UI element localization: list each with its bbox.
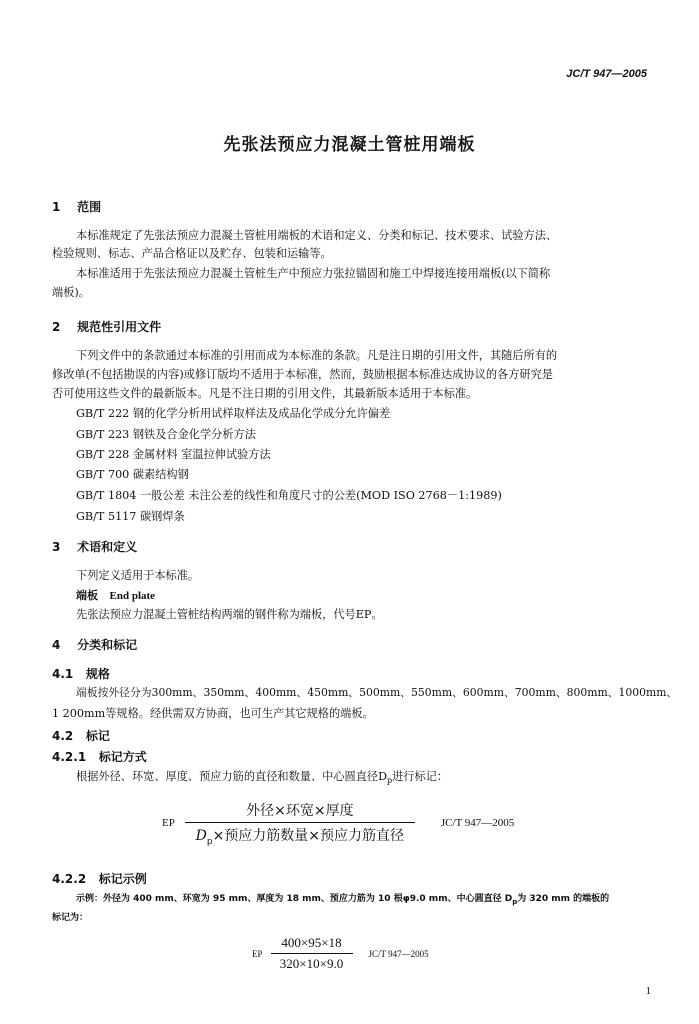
- reference-item: GB/T 700 碳素结构钢: [76, 468, 189, 481]
- paragraph-line: 本标准规定了先张法预应力混凝土管桩用端板的术语和定义、分类和标记、技术要求、试验方法、: [76, 229, 558, 242]
- fraction-bar: [271, 953, 353, 954]
- denominator-variable: D: [195, 828, 207, 844]
- reference-item: GB/T 1804 一般公差 未注公差的线性和角度尺寸的公差(MOD ISO 2768－1:1989): [76, 489, 502, 502]
- subsection-title: 标记方式: [98, 750, 147, 764]
- subsection-title: 标记: [85, 729, 110, 743]
- section-title: 分类和标记: [77, 638, 138, 652]
- subsection-title: 规格: [85, 667, 110, 681]
- paragraph-line: 下列文件中的条款通过本标准的引用而成为本标准的条款。凡是注日期的引用文件，其随后所有的: [76, 349, 558, 362]
- section-title: 规范性引用文件: [77, 320, 162, 334]
- paragraph-line: 端板)。: [52, 286, 90, 299]
- section-number: 1: [52, 200, 61, 214]
- section-number: 3: [52, 540, 61, 554]
- paragraph-line: 修改单(不包括勘误的内容)或修订版均不适用于本标准，然而，鼓励根据本标准达成协议的各方研究是: [52, 368, 553, 381]
- example-text: 示例：外径为 400 mm、环宽为 95 mm、厚度为 18 mm、预应力筋为 10 根φ9.0 mm、中心圆直径 D: [76, 894, 513, 904]
- example-subscript: p: [512, 897, 518, 906]
- reference-item: GB/T 223 钢铁及合金化学分析方法: [76, 428, 256, 441]
- formula-prefix: EP: [162, 817, 175, 830]
- subsection-4-2-2-heading: [52, 870, 147, 887]
- term-english: End plate: [109, 590, 156, 602]
- section-number: 2: [52, 320, 61, 334]
- section-4-heading: [52, 636, 137, 653]
- paragraph-line: 1 200mm等规格。经供需双方协商，也可生产其它规格的端板。: [52, 707, 374, 720]
- term-chinese: 端板: [76, 589, 98, 602]
- denominator-rest: ×预应力筋数量×预应力筋直径: [212, 828, 405, 844]
- section-2-heading: [52, 318, 161, 335]
- formula-numerator: 400×95×18: [281, 935, 342, 950]
- section-title: 术语和定义: [77, 540, 138, 554]
- example-formula: [252, 935, 429, 972]
- subsection-number: 4.2.1: [52, 750, 87, 764]
- formula-fraction: [185, 800, 415, 847]
- subsection-title: 标记示例: [98, 872, 147, 886]
- paragraph-line: 检验规则、标志、产品合格证以及贮存、包装和运输等。: [52, 247, 332, 260]
- formula-denominator: [196, 825, 404, 847]
- paragraph-line: 否可使用这些文件的最新版本。凡是不注日期的引用文件，其最新版本适用于本标准。: [52, 387, 478, 400]
- formula-suffix: JC/T 947—2005: [368, 948, 429, 959]
- example-line: 标记为：: [52, 913, 89, 923]
- paragraph-line: 端板按外径分为300mm、350mm、400mm、450mm、500mm、550mm、600mm、700mm、800mm、1000mm、: [76, 686, 678, 699]
- subscript: p: [387, 776, 393, 786]
- subsection-4-1-heading: [52, 665, 110, 682]
- reference-item: GB/T 228 金属材料 室温拉伸试验方法: [76, 448, 271, 461]
- paragraph-line: 下列定义适用于本标准。: [76, 569, 200, 582]
- paragraph-line: 本标准适用于先张法预应力混凝土管桩生产中预应力张拉锚固和施工中焊接连接用端板(以下简称: [76, 267, 551, 280]
- reference-item: GB/T 5117 碳钢焊条: [76, 510, 185, 523]
- denominator-subscript: p: [206, 836, 213, 847]
- reference-item: GB/T 222 钢的化学分析用试样取样法及成品化学成分允许偏差: [76, 407, 391, 420]
- formula-fraction: [271, 935, 353, 972]
- section-number: 4: [52, 638, 61, 652]
- standard-code: JC/T 947—2005: [566, 68, 647, 80]
- page-number: 1: [645, 985, 651, 997]
- fraction-bar: [185, 822, 415, 823]
- subsection-number: 4.2: [52, 729, 74, 743]
- example-line: [76, 891, 609, 906]
- marking-method-text: 根据外径、环宽、厚度、预应力筋的直径和数量、中心圆直径D: [76, 770, 388, 783]
- subsection-number: 4.2.2: [52, 872, 87, 886]
- section-1-heading: [52, 198, 101, 215]
- section-title: 范围: [77, 200, 102, 214]
- term-entry: [76, 587, 155, 603]
- formula-numerator: 外径×环宽×厚度: [246, 803, 354, 819]
- marking-method-tail: 进行标记：: [392, 770, 449, 783]
- paragraph-line: [76, 768, 448, 785]
- example-text-tail: 为 320 mm 的端板的: [517, 894, 610, 904]
- formula-prefix: EP: [252, 948, 263, 959]
- subsection-4-2-heading: [52, 727, 110, 744]
- formula-denominator: 320×10×9.0: [279, 956, 344, 971]
- document-title: 先张法预应力混凝土管桩用端板: [223, 135, 476, 155]
- section-3-heading: [52, 538, 137, 555]
- definition-text: 先张法预应力混凝土管桩结构两端的钢件称为端板，代号EP。: [76, 608, 383, 621]
- subsection-number: 4.1: [52, 667, 74, 681]
- marking-formula: [162, 800, 514, 847]
- formula-suffix: JC/T 947—2005: [440, 817, 515, 830]
- subsection-4-2-1-heading: [52, 748, 147, 765]
